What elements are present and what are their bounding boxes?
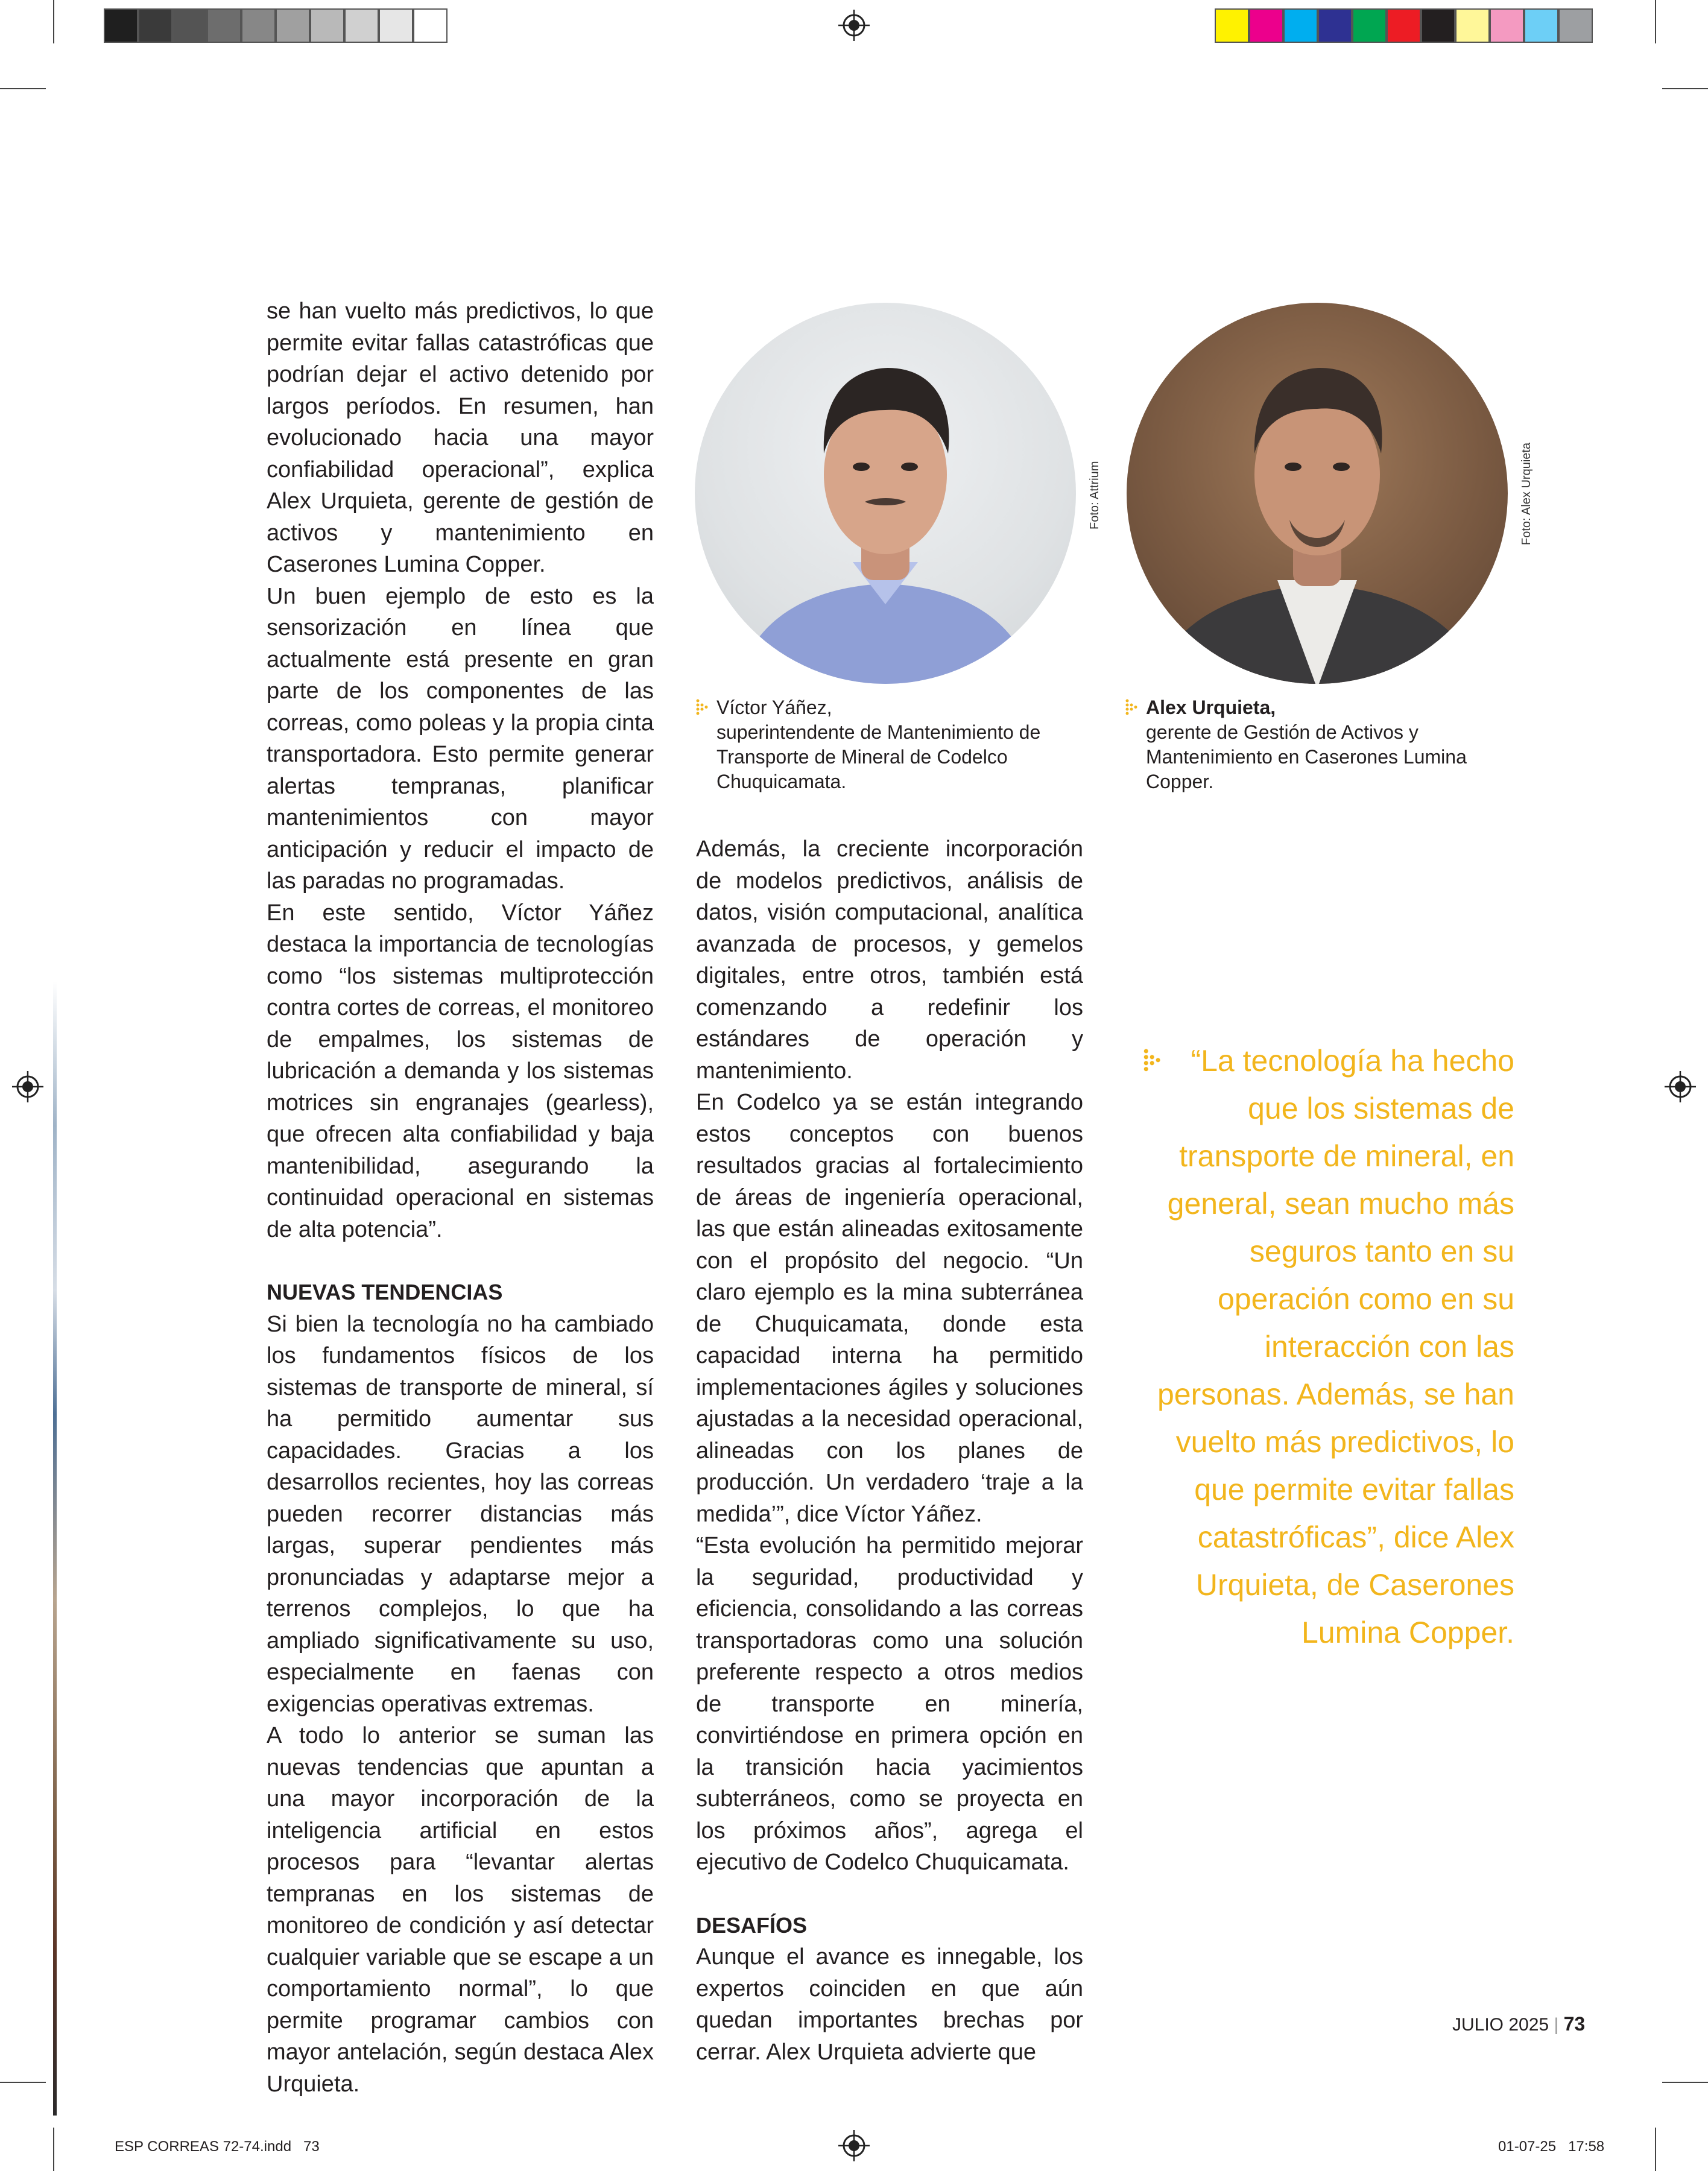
color-swatch <box>310 8 344 43</box>
crop-mark <box>0 2082 46 2083</box>
issue-date: JULIO 2025 <box>1452 2015 1549 2035</box>
color-swatch <box>276 8 310 43</box>
caption-role: gerente de Gestión de Activos y Mantenimiento en Caserones Lumina Copper. <box>1146 721 1467 792</box>
photo-caption <box>1146 695 1508 794</box>
bullet-dots-icon <box>1143 1048 1164 1075</box>
paragraph: En este sentido, Víctor Yáñez destaca la importancia de tecnologías como “los sistemas multiprotección contra cortes de correas, el monitoreo de empalmes, los sistemas de lubricación a demanda y los sistemas motrices sin engranajes (gearless), que ofrecen alta confiabilidad y baja mantenibilidad, asegurando la continuidad operacional en sistemas de alta potencia”. <box>267 900 654 1242</box>
previous-page-bleed <box>53 53 57 2116</box>
section-heading: DESAFÍOS <box>696 1912 808 1938</box>
photo-credit: Foto: Alex Urquieta <box>1520 442 1533 545</box>
paragraph: Aunque el avance es innegable, los expertos coinciden en que aún quedan importantes brechas por cerrar. Alex Urquieta advierte que <box>696 1944 1083 2065</box>
color-swatch <box>1490 8 1524 43</box>
color-swatch <box>344 8 379 43</box>
bullet-dots-icon <box>696 699 710 717</box>
crop-mark <box>1655 2128 1656 2171</box>
pull-quote <box>1143 1037 1514 1657</box>
crop-mark <box>0 88 46 89</box>
color-swatch <box>413 8 448 43</box>
left-column <box>267 295 654 2100</box>
paragraph: “Esta evolución ha permitido mejorar la seguridad, productividad y eficiencia, consolidando a las correas transportadoras como una solución preferente respecto a otros medios de transporte en minería, convirtiéndose en primera opción en la transición hacia yacimientos subterráneos, como se proyecta en los próximos años”, agrega el ejecutivo de Codelco Chuquicamata. <box>696 1533 1083 1875</box>
color-swatch <box>379 8 413 43</box>
color-swatch <box>1283 8 1318 43</box>
color-swatch <box>1455 8 1490 43</box>
registration-mark-icon <box>838 2130 870 2161</box>
pull-quote-text: “La tecnología ha hecho que los sistemas de transporte de mineral, en general, sean mucho más seguros tanto en su operación como en su interacción con las personas. Además, se han vuelto más predictivos, lo que permite evitar fallas catastróficas”, dice Alex Urquieta, de Caserones Lumina Copper. <box>1157 1044 1514 1649</box>
person-illustration <box>1127 303 1508 684</box>
color-swatch <box>1215 8 1249 43</box>
crop-mark <box>1655 0 1656 43</box>
registration-mark-icon <box>838 10 870 41</box>
paragraph: A todo lo anterior se suman las nuevas tendencias que apuntan a una mayor incorporación de la inteligencia artificial en estos procesos para “levantar alertas tempranas en los sistemas de monitoreo de condición y así detectar cualquier variable que se escape a un comportamiento normal”, lo que permite programar cambios con mayor antelación, según destaca Alex Urquieta. <box>267 1723 654 2097</box>
color-swatch <box>172 8 207 43</box>
file-slug: ESP CORREAS 72-74.indd 73 <box>115 2138 320 2155</box>
photo-caption <box>716 695 1084 794</box>
caption-name: Víctor Yáñez, <box>716 697 832 718</box>
person-illustration <box>695 303 1076 684</box>
caption-role: superintendente de Mantenimiento de Transporte de Mineral de Codelco Chuquicamata. <box>716 721 1041 792</box>
crop-mark <box>1662 2082 1708 2083</box>
paragraph: Si bien la tecnología no ha cambiado los fundamentos físicos de los sistemas de transporte de mineral, sí ha permitido aumentar sus capacidades. Gracias a los desarrollos recientes, hoy las correas pueden recorrer distancias más largas, superar pendientes más pronunciadas y adaptarse mejor a terrenos complejos, lo que ha ampliado significativamente su uso, especialmente en faenas con exigencias operativas extremas. <box>267 1311 654 1717</box>
folio <box>1452 2013 1585 2035</box>
section-heading: NUEVAS TENDENCIAS <box>267 1280 503 1304</box>
paragraph: Además, la creciente incorporación de modelos predictivos, análisis de datos, visión computacional, analítica avanzada de procesos, y gemelos digitales, entre otros, también está comenzando a redefinir los estándares de operación y mantenimiento. <box>696 836 1083 1084</box>
gray-scale-bar <box>104 8 448 43</box>
color-swatch <box>241 8 276 43</box>
color-swatch <box>104 8 138 43</box>
color-bar <box>1215 8 1593 43</box>
registration-mark-icon <box>1665 1071 1696 1102</box>
paragraph: se han vuelto más predictivos, lo que permite evitar fallas catastróficas que podrían dejar el activo detenido por largos períodos. En resumen, han evolucionado hacia una mayor confiabilidad operacional”, explica Alex Urquieta, gerente de gestión de activos y mantenimiento en Caserones Lumina Copper. <box>267 299 654 577</box>
paragraph: En Codelco ya se están integrando estos conceptos con buenos resultados gracias al fortalecimiento de áreas de ingeniería operacional, las que están alineadas exitosamente con el propósito del negocio. “Un claro ejemplo es la mina subterránea de Chuquicamata, donde esta capacidad interna ha permitido implementaciones ágiles y soluciones ajustadas a la necesidad operacional, alineadas con los planes de producción. Un verdadero ‘traje a la medida’”, dice Víctor Yáñez. <box>696 1090 1083 1527</box>
color-swatch <box>1318 8 1352 43</box>
crop-mark <box>1662 88 1708 89</box>
color-swatch <box>1421 8 1455 43</box>
color-swatch <box>1352 8 1387 43</box>
photo-credit: Foto: Attrium <box>1088 461 1101 529</box>
color-swatch <box>1558 8 1593 43</box>
page-number: 73 <box>1563 2013 1586 2035</box>
portrait-victor-yanez <box>695 303 1076 684</box>
portrait-alex-urquieta <box>1127 303 1508 684</box>
folio-divider: | <box>1554 2015 1564 2035</box>
color-swatch <box>1387 8 1421 43</box>
date-slug: 01-07-25 17:58 <box>1498 2138 1605 2155</box>
color-swatch <box>207 8 241 43</box>
color-swatch <box>138 8 172 43</box>
color-swatch <box>1249 8 1283 43</box>
bullet-dots-icon <box>1125 699 1140 717</box>
registration-mark-icon <box>12 1071 43 1102</box>
paragraph: Un buen ejemplo de esto es la sensorización en línea que actualmente está presente en gran parte de los componentes de las correas, como poleas y la propia cinta transportadora. Esto permite generar alertas tempranas, planificar mantenimientos con mayor anticipación y reducir el impacto de las paradas no programadas. <box>267 583 654 894</box>
crop-mark <box>53 0 54 43</box>
middle-column <box>696 833 1083 2068</box>
caption-name: Alex Urquieta, <box>1146 697 1276 718</box>
crop-mark <box>53 2128 54 2171</box>
color-swatch <box>1524 8 1558 43</box>
